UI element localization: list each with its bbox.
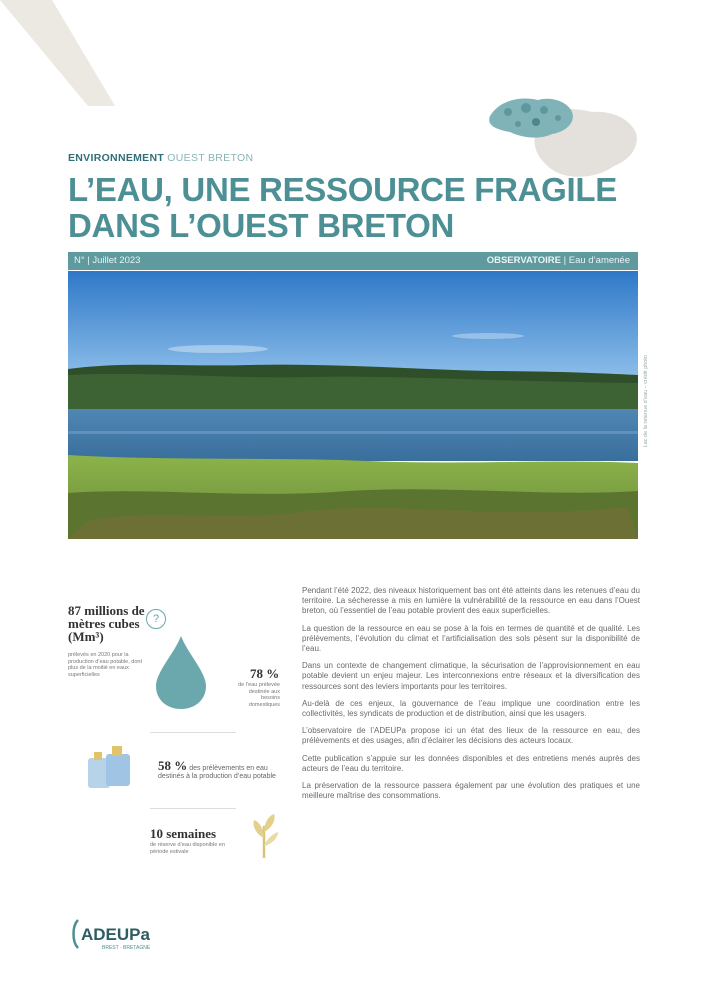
decorative-stripe (0, 0, 130, 110)
paragraph: Au-delà de ces enjeux, la gouvernance de l’eau implique une coordination entre les collectivités, les syndicats de production et de distribution, ainsi que les usagers. (302, 698, 640, 719)
logo-tagline: BREST · BRETAGNE (102, 945, 151, 951)
page-title (68, 172, 628, 244)
paragraph: Pendant l’été 2022, des niveaux historiquement bas ont été atteints dans les retenues d’eau du territoire. La sécheresse a mis en lumière la vulnérabilité de la ressource en eau dans l’Ouest breton, où l’essentiel de l’eau potable provient des eaux superficielles. (302, 586, 640, 616)
divider (150, 808, 236, 809)
stat-weeks-description: de réserve d’eau disponible en période estivale (150, 842, 225, 855)
title-line-2: DANS L’OUEST BRETON (68, 207, 455, 244)
logo-wordmark: ADEUPa (81, 925, 150, 944)
stat-percent1-description: de l’eau prélevée destinée aux besoins domestiques (238, 682, 280, 708)
paragraph: L’observatoire de l’ADEUPa propose ici un état des lieux de la ressource en eau, des prélèvements et des usages, afin d’éclairer les décisions des acteurs locaux. (302, 726, 640, 746)
info-banner (68, 252, 638, 270)
title-line-1: L’EAU, UNE RESSOURCE FRAGILE (68, 171, 617, 208)
stat-percent2-description: des prélèvements en eau destinés à la production d’eau potable (158, 765, 276, 780)
stat-volume-description: prélevés en 2020 pour la production d’eau potable, dont plus de la moitié en eaux superficielles (68, 652, 143, 678)
issue-date: N° | Juillet 2023 (74, 255, 141, 266)
lake-landscape-photo (68, 271, 638, 539)
stat-percent1-value: 78 % (250, 666, 280, 681)
paragraph: La question de la ressource en eau se pose à la fois en termes de quantité et de qualité. Les prélèvements, l’évolution du climat et l’artificialisation des sols pèsent sur la disponibilité de l’eau. (302, 623, 640, 654)
series-topic: | Eau d’amenée (560, 255, 630, 266)
paragraph: Dans un contexte de changement climatique, la sécurisation de l’approvisionnement en eau potable devient un enjeu majeur. Les interconnexions entre réseaux et la diversification des ressources sont des leviers importants pour les territoires. (302, 661, 640, 691)
stat-weeks-value: 10 semaines (150, 826, 217, 841)
section-kicker (68, 152, 253, 164)
stat-volume-value: 87 millions de mètres cubes (Mm³) (68, 603, 145, 644)
series-name: OBSERVATOIRE (486, 255, 561, 266)
series-label (487, 255, 630, 266)
photo-credit: Lac de la retenue d’eau – crédit photo (643, 355, 649, 448)
paragraph: La préservation de la ressource passera également par une évolution des pratiques et une meilleure maîtrise des consommations. (302, 781, 640, 801)
article-body (302, 586, 640, 808)
kicker-category: ENVIRONNEMENT (68, 152, 165, 164)
kicker-region: OUEST BRETON (167, 152, 254, 164)
plant-icon (244, 806, 284, 862)
paragraph: Cette publication s’appuie sur les données disponibles et des entretiens menés auprès des acteurs de l’eau du territoire. (302, 753, 640, 773)
stat-percent2 (158, 758, 278, 781)
brittany-map-illustration (480, 88, 640, 183)
stat-percent2-value: 58 % (158, 758, 188, 773)
divider (150, 732, 236, 733)
water-drop-icon (150, 632, 212, 712)
adeupa-logo (72, 916, 192, 952)
question-icon: ? (146, 609, 166, 629)
water-tank-icon (84, 740, 136, 794)
